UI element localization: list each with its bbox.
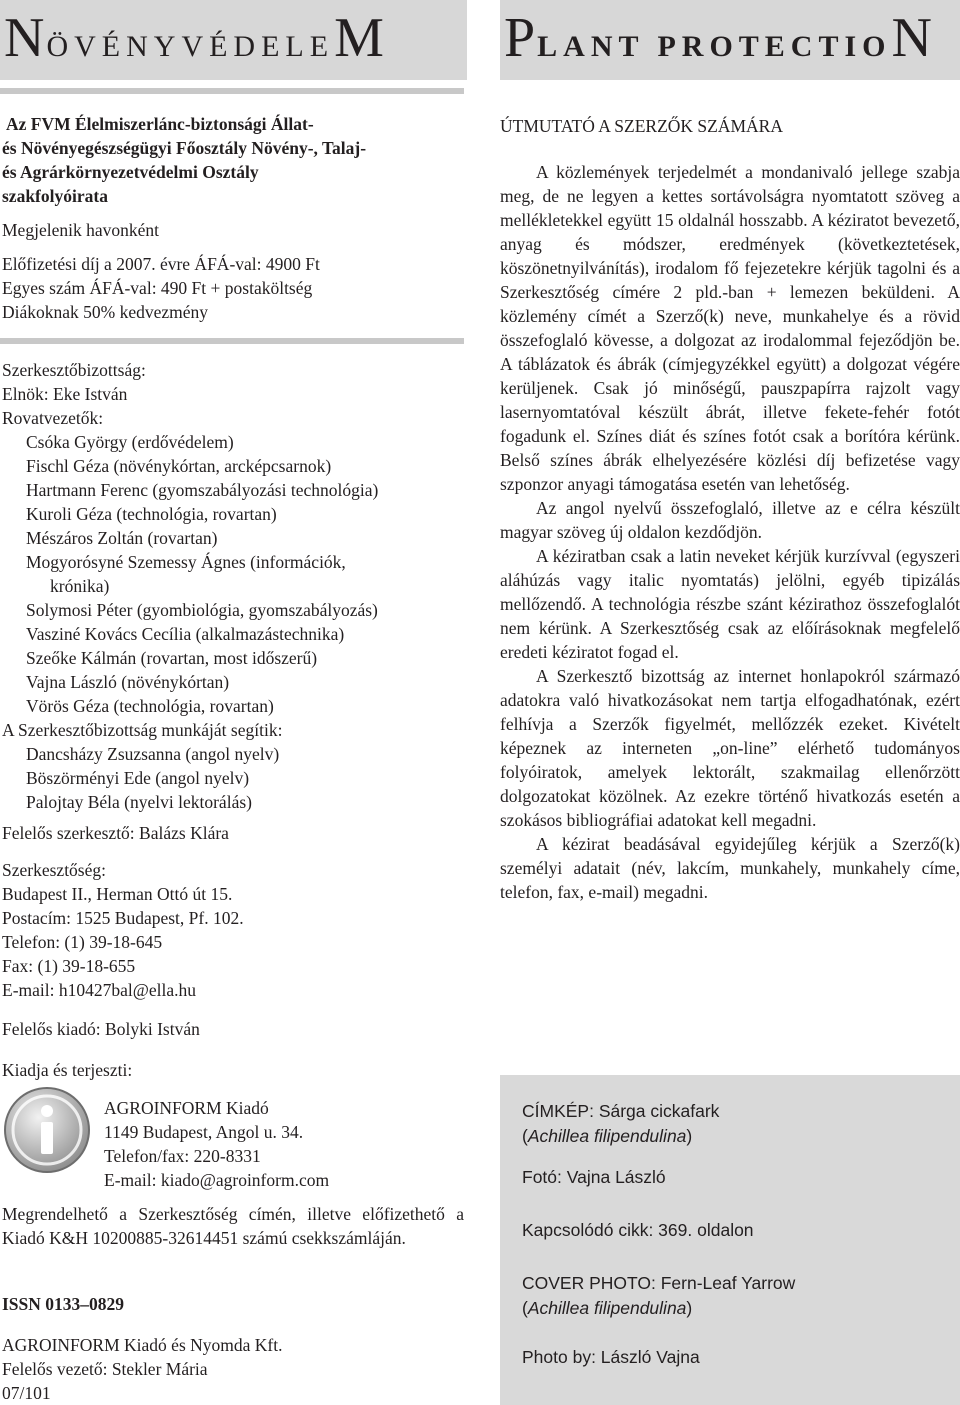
list-item: Kuroli Géza (technológia, rovartan): [26, 504, 277, 524]
guide-paragraph: A kéziratban csak a latin neveket kérjük kurzívval (egyszeri aláhúzás vagy italic nyomtatás) jelölni, egyéb tipizálás mellőzendő. A technológia részbe szánt kézirathoz összefoglalót nem kérünk. A Szerkesztőség csak az előírásoknak megfelelő eredeti kéziratot fogad el.: [500, 546, 960, 662]
office-label: Szerkesztőség:: [2, 860, 106, 880]
list-item: Palojtay Béla (nyelvi lektorálás): [26, 792, 252, 812]
editorial-board: [2, 358, 464, 814]
cover-photo-credit-english: Photo by: László Vajna: [522, 1347, 700, 1367]
editorial-office: Szerkesztőség: Budapest II., Herman Ottó út 15. Postacím: 1525 Budapest, Pf. 102. Telefon: (1) 39-18-645 Fax: (1) 39-18-655 E-mail: h10427bal@ella.hu: [2, 858, 464, 1002]
related-article: Kapcsolódó cikk: 369. oldalon: [522, 1220, 754, 1240]
issn: ISSN 0133–0829: [2, 1294, 125, 1314]
journal-title-hungarian: NÖVÉNYVÉDELEM: [4, 7, 386, 69]
header-banner-english: [500, 0, 960, 80]
guide-paragraph: Az angol nyelvű összefoglaló, illetve az e célra készült magyar szöveg új oldalon kezdődjön.: [500, 498, 960, 542]
journal-title-english: PLANT PROTECTION: [504, 7, 934, 69]
info-logo-icon: [2, 1085, 92, 1175]
distributor-name: AGROINFORM Kiadó: [104, 1098, 269, 1118]
list-item: Vajna László (növénykórtan): [26, 672, 230, 692]
cover-caption: CÍMKÉP: Sárga cickafark (Achillea filipendulina): [522, 1101, 720, 1146]
list-item: Csóka György (erdővédelem): [26, 432, 234, 452]
cover-info-box: [500, 1075, 960, 1405]
distributor-details: AGROINFORM Kiadó 1149 Budapest, Angol u. 34. Telefon/fax: 220-8331 E-mail: kiado@agroinform.com: [104, 1096, 454, 1192]
editors-list: [2, 430, 464, 718]
distributor-email[interactable]: E-mail: kiado@agroinform.com: [104, 1170, 330, 1190]
helpers-list: [2, 742, 464, 814]
list-item: Vörös Géza (technológia, rovartan): [26, 696, 274, 716]
separator-rule-middle: [0, 338, 464, 344]
printer-info: AGROINFORM Kiadó és Nyomda Kft. Felelős vezető: Stekler Mária 07/101: [2, 1335, 283, 1403]
cover-photo-credit: Fotó: Vajna László: [522, 1167, 666, 1187]
guide-title: ÚTMUTATÓ A SZERZŐK SZÁMÁRA: [500, 116, 783, 136]
distribution-label: Kiadja és terjeszti:: [2, 1060, 133, 1080]
list-item: Vasziné Kovács Cecília (alkalmazástechnika): [26, 624, 345, 644]
guide-paragraph: A kézirat beadásával egyidejűleg kérjük a Szerző(k) személyi adatait (név, lakcím, munkahely, munkahely címe, telefon, fax, e-mail) megadni.: [500, 834, 960, 902]
subscription-prices: Előfizetési díj a 2007. évre ÁFÁ-val: 4900 Ft Egyes szám ÁFÁ-val: 490 Ft + postaköltség Diákoknak 50% kedvezmény: [2, 254, 320, 322]
cover-latin-name: Achillea filipendulina: [527, 1126, 687, 1146]
cover-caption-english: COVER PHOTO: Fern-Leaf Yarrow (Achillea filipendulina): [522, 1273, 796, 1318]
publisher-info-column: [2, 112, 464, 324]
cover-latin-name-english: Achillea filipendulina: [527, 1298, 687, 1318]
guide-paragraph: A Szerkesztő bizottság az internet honlapokról származó adatokra való hivatkozásokat nem tartja elfogadhatónak, ezért felhívja a Szerzők figyelmét, mellőzzék ezeket. Kivételt képeznek az interneten „on-line” elérhető tudományos folyóiratok, amelyek lektorált, szakmailag ellenőrzött dolgozatokat közölnek. Az ezekre történő hivatkozás esetén a szokásos bibliográfiai adatokat kell megadni.: [500, 666, 960, 830]
publisher-organization: Az FVM Élelmiszerlánc-biztonsági Állat- és Növényegészségügyi Főosztály Növény-, Talaj- és Agrárkörnyezetvédelmi Osztály szakfolyóirata: [2, 114, 367, 206]
list-item: Dancsházy Zsuzsanna (angol nyelv): [26, 744, 280, 764]
guide-paragraph: A közlemények terjedelmét a mondanivaló jellege szabja meg, de ne legyen a kettes sortávolságra nyomtatott szöveg a mellékletekkel együtt 15 oldalnál hosszabb. A kéziratot bevezető, anyag és módszer, eredmények (következtetések, köszönetnyilvánítás), irodalom fő fejezetekre kérjük tagolni és a Szerkesztőség címére 2 pld.-ban + lemezen beküldeni. A közlemény címét a Szerző(k) neve, munkahelye és a rövid összefoglaló kövesse, a dolgozat az irodalommal fejeződjön be. A táblázatok és ábrák (címjegyzékkel együtt) a dolgozat végére kerüljenek. Csak jó minőségű, pauszpapírra rajzolt vagy lasernyomtatóval készült ábrát, illetve fekete-fehér fotót fogadunk el. Színes diát és színes fotót csak a borítóra kérünk. Belső színes ábrák elhelyezésére közlési díj befizetése vagy szponzor anyagi támogatása esetén van lehetőség.: [500, 162, 960, 494]
helpers-label: A Szerkesztőbizottság munkáját segítik:: [2, 720, 283, 740]
office-email[interactable]: E-mail: h10427bal@ella.hu: [2, 980, 196, 1000]
editors-label: Rovatvezetők:: [2, 408, 104, 428]
board-title: Szerkesztőbizottság:: [2, 360, 146, 380]
list-item: Hartmann Ferenc (gyomszabályozási technológia): [26, 480, 379, 500]
separator-rule-top: [0, 88, 464, 94]
order-info: Megrendelhető a Szerkesztőség címén, illetve előfizethető a Kiadó K&H 10200885-32614451 számú csekkszámláján.: [2, 1204, 464, 1248]
list-item: Mogyorósyné Szemessy Ágnes (információk,: [26, 552, 346, 572]
responsible-publisher: Felelős kiadó: Bolyki István: [2, 1019, 200, 1039]
publication-frequency: Megjelenik havonként: [2, 220, 159, 240]
list-item: Mészáros Zoltán (rovartan): [26, 528, 218, 548]
list-item: Szeőke Kálmán (rovartan, most időszerű): [26, 648, 318, 668]
header-banner-hungarian: [0, 0, 467, 80]
list-item: Fischl Géza (növénykórtan, arcképcsarnok): [26, 456, 332, 476]
author-guidelines: [500, 114, 960, 904]
list-item: Böszörményi Ede (angol nyelv): [26, 768, 250, 788]
list-item: Solymosi Péter (gyombiológia, gyomszabályozás): [26, 600, 378, 620]
list-item: krónika): [50, 576, 110, 596]
responsible-editor: Felelős szerkesztő: Balázs Klára: [2, 823, 229, 843]
board-chair: Elnök: Eke István: [2, 384, 128, 404]
